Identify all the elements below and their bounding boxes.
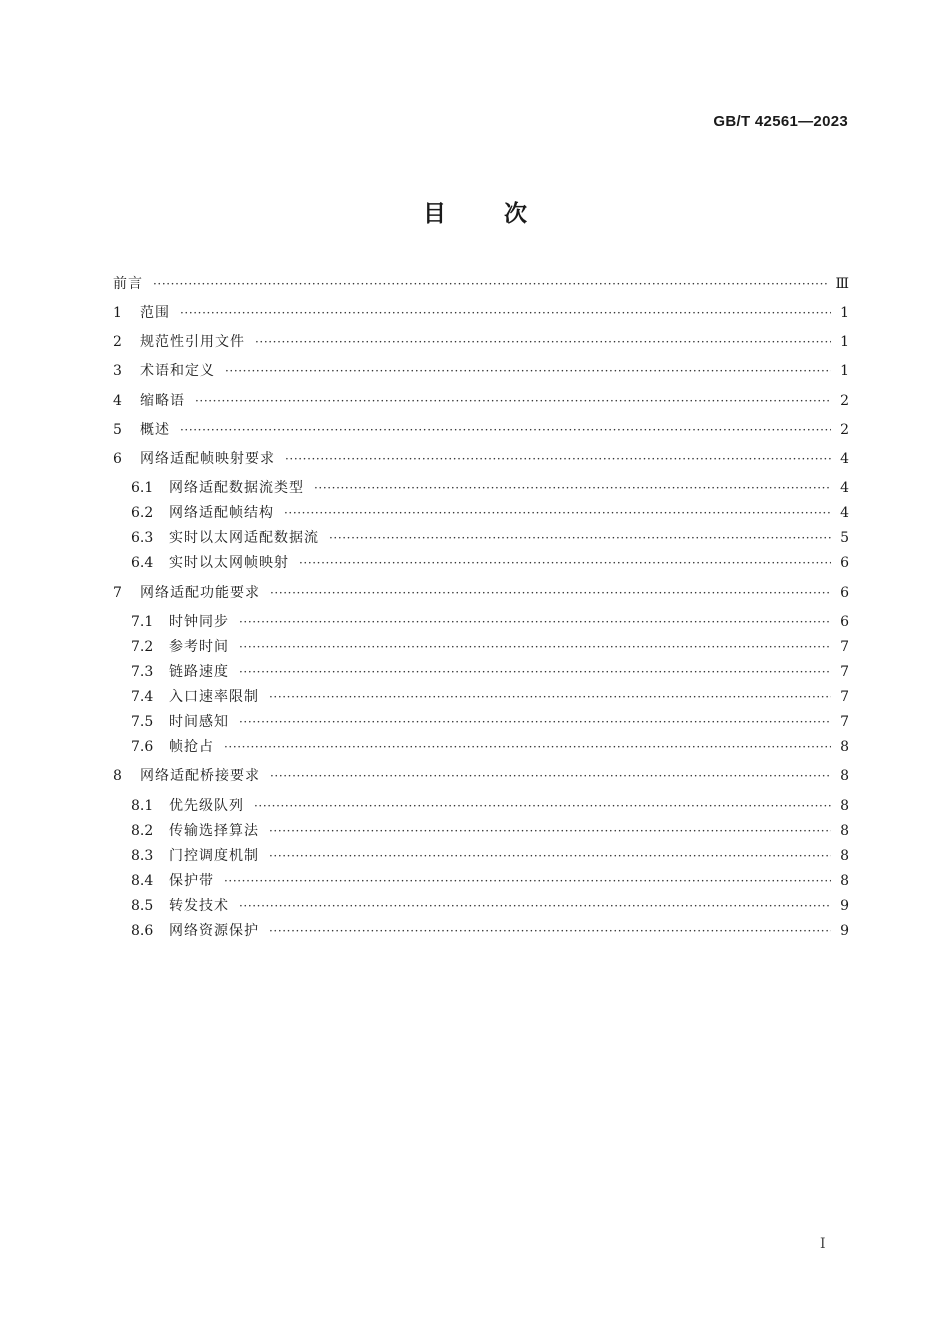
toc-subentry[interactable] <box>131 921 849 941</box>
toc-entry-number: 6.3 <box>131 530 154 546</box>
toc-leader <box>225 361 831 381</box>
toc-entry-page: 4 <box>840 451 849 467</box>
toc-entry-label: 时钟同步 <box>169 614 229 630</box>
toc-entry-label: 网络适配帧结构 <box>169 505 274 521</box>
toc-entry-number: 6.2 <box>131 505 154 521</box>
toc-entry-label: 网络适配功能要求 <box>140 585 260 601</box>
toc-entry-label: 实时以太网帧映射 <box>169 555 289 571</box>
toc-entry-page: 6 <box>840 614 849 630</box>
toc-entry[interactable] <box>113 391 849 411</box>
toc-entry-page: 7 <box>840 639 849 655</box>
toc-entry-page: 7 <box>840 714 849 730</box>
title-char-2: 次 <box>504 201 527 227</box>
toc-entry-page: 8 <box>840 768 849 784</box>
toc-subentry[interactable] <box>131 871 849 891</box>
toc-subentry[interactable] <box>131 821 849 841</box>
toc-entry-page: 1 <box>840 363 849 379</box>
toc-entry-page: Ⅲ <box>835 276 849 292</box>
toc-entry-number: 8.5 <box>131 898 154 914</box>
toc-entry-page: 8 <box>840 823 849 839</box>
toc-subentry[interactable] <box>131 796 849 816</box>
toc-entry-number: 8.3 <box>131 848 154 864</box>
toc-leader <box>269 846 831 866</box>
toc-leader <box>239 612 831 632</box>
toc-entry-label: 帧抢占 <box>169 739 214 755</box>
toc-entry-page: 6 <box>840 555 849 571</box>
toc-entry-number: 6 <box>113 451 122 467</box>
toc-leader <box>285 449 831 469</box>
toc-leader <box>314 478 831 498</box>
toc-entry-label: 参考时间 <box>169 639 229 655</box>
toc-subentry[interactable] <box>131 503 849 523</box>
toc-leader <box>270 766 831 786</box>
toc-leader <box>239 896 831 916</box>
toc-entry-page: 5 <box>840 530 849 546</box>
toc-subentry[interactable] <box>131 687 849 707</box>
toc-entry-label: 术语和定义 <box>140 363 215 379</box>
toc-subentry[interactable] <box>131 662 849 682</box>
toc-leader <box>254 796 831 816</box>
toc-entry-number: 3 <box>113 363 122 379</box>
toc-entry-number: 7.4 <box>131 689 154 705</box>
toc-leader <box>239 712 831 732</box>
toc-entry-number: 4 <box>113 393 122 409</box>
toc-entry-label: 网络适配数据流类型 <box>169 480 304 496</box>
toc-leader <box>239 662 831 682</box>
toc-entry-label: 前言 <box>113 276 143 292</box>
toc-entry-page: 7 <box>840 689 849 705</box>
toc-entry-page: 7 <box>840 664 849 680</box>
toc-entry-label: 规范性引用文件 <box>140 334 245 350</box>
toc-entry-number: 7.5 <box>131 714 154 730</box>
toc-subentry[interactable] <box>131 528 849 548</box>
toc-entry[interactable] <box>113 332 849 352</box>
toc-subentry[interactable] <box>131 478 849 498</box>
toc-entry-page: 1 <box>840 305 849 321</box>
toc-entry-label: 缩略语 <box>140 393 185 409</box>
toc-entry-page: 2 <box>840 393 849 409</box>
toc-leader <box>270 583 831 603</box>
toc-leader <box>269 687 831 707</box>
toc-leader <box>180 303 831 323</box>
toc-entry-label: 网络资源保护 <box>169 923 259 939</box>
toc-entry-page: 8 <box>840 873 849 889</box>
toc-entry-number: 6.4 <box>131 555 154 571</box>
toc-entry-number: 7.6 <box>131 739 154 755</box>
toc-leader <box>153 274 827 294</box>
toc-entry-number: 5 <box>113 422 122 438</box>
toc-subentry[interactable] <box>131 846 849 866</box>
toc-entry-label: 保护带 <box>169 873 214 889</box>
toc-entry-label: 传输选择算法 <box>169 823 259 839</box>
toc-subentry[interactable] <box>131 637 849 657</box>
toc-subentry[interactable] <box>131 712 849 732</box>
toc-entry-label: 网络适配帧映射要求 <box>140 451 275 467</box>
toc-subentry[interactable] <box>131 737 849 757</box>
standard-code: GB/T 42561—2023 <box>713 113 848 130</box>
toc-leader <box>284 503 831 523</box>
toc-entry-page: 9 <box>840 898 849 914</box>
toc-entry-number: 8 <box>113 768 122 784</box>
toc-entry-number: 8.6 <box>131 923 154 939</box>
toc-leader <box>269 821 831 841</box>
toc-entry[interactable] <box>113 449 849 469</box>
toc-entry-page: 2 <box>840 422 849 438</box>
toc-entry-number: 7.2 <box>131 639 154 655</box>
toc-leader <box>224 737 831 757</box>
toc-entry-label: 概述 <box>140 422 170 438</box>
page-number: I <box>820 1236 826 1252</box>
toc-entry-page: 4 <box>840 505 849 521</box>
toc-leader <box>180 420 831 440</box>
toc-entry-label: 范围 <box>140 305 170 321</box>
toc-subentry[interactable] <box>131 612 849 632</box>
toc-entry[interactable] <box>113 303 849 323</box>
toc-entry-page: 8 <box>840 798 849 814</box>
toc-entry-label: 转发技术 <box>169 898 229 914</box>
toc-entry-label: 时间感知 <box>169 714 229 730</box>
toc-entry-number: 8.1 <box>131 798 154 814</box>
toc-entry-label: 门控调度机制 <box>169 848 259 864</box>
toc-entry-page: 9 <box>840 923 849 939</box>
toc-entry-number: 6.1 <box>131 480 154 496</box>
toc-entry[interactable] <box>113 420 849 440</box>
toc-entry-page: 8 <box>840 739 849 755</box>
toc-leader <box>224 871 831 891</box>
toc-entry[interactable] <box>113 583 849 603</box>
toc-entry-number: 1 <box>113 305 122 321</box>
toc-entry-foreword[interactable] <box>113 274 849 294</box>
toc-entry-label: 优先级队列 <box>169 798 244 814</box>
toc-leader <box>255 332 831 352</box>
toc-entry-number: 7.3 <box>131 664 154 680</box>
toc-subentry[interactable] <box>131 553 849 573</box>
toc-entry-number: 8.2 <box>131 823 154 839</box>
toc-entry-number: 8.4 <box>131 873 154 889</box>
toc-leader <box>269 921 831 941</box>
toc-subentry[interactable] <box>131 896 849 916</box>
toc-entry[interactable] <box>113 361 849 381</box>
toc-leader <box>299 553 831 573</box>
toc-entry-label: 链路速度 <box>169 664 229 680</box>
toc-entry-number: 2 <box>113 334 122 350</box>
toc-leader <box>239 637 831 657</box>
toc-entry-label: 入口速率限制 <box>169 689 259 705</box>
toc-leader <box>195 391 831 411</box>
toc-entry-page: 8 <box>840 848 849 864</box>
toc-leader <box>329 528 831 548</box>
toc-entry-page: 1 <box>840 334 849 350</box>
toc-entry-label: 实时以太网适配数据流 <box>169 530 319 546</box>
toc-entry-number: 7 <box>113 585 122 601</box>
toc-entry[interactable] <box>113 766 849 786</box>
toc-entry-page: 6 <box>840 585 849 601</box>
toc-entry-page: 4 <box>840 480 849 496</box>
toc-entry-label: 网络适配桥接要求 <box>140 768 260 784</box>
title-char-1: 目 <box>423 201 446 227</box>
toc-entry-number: 7.1 <box>131 614 154 630</box>
